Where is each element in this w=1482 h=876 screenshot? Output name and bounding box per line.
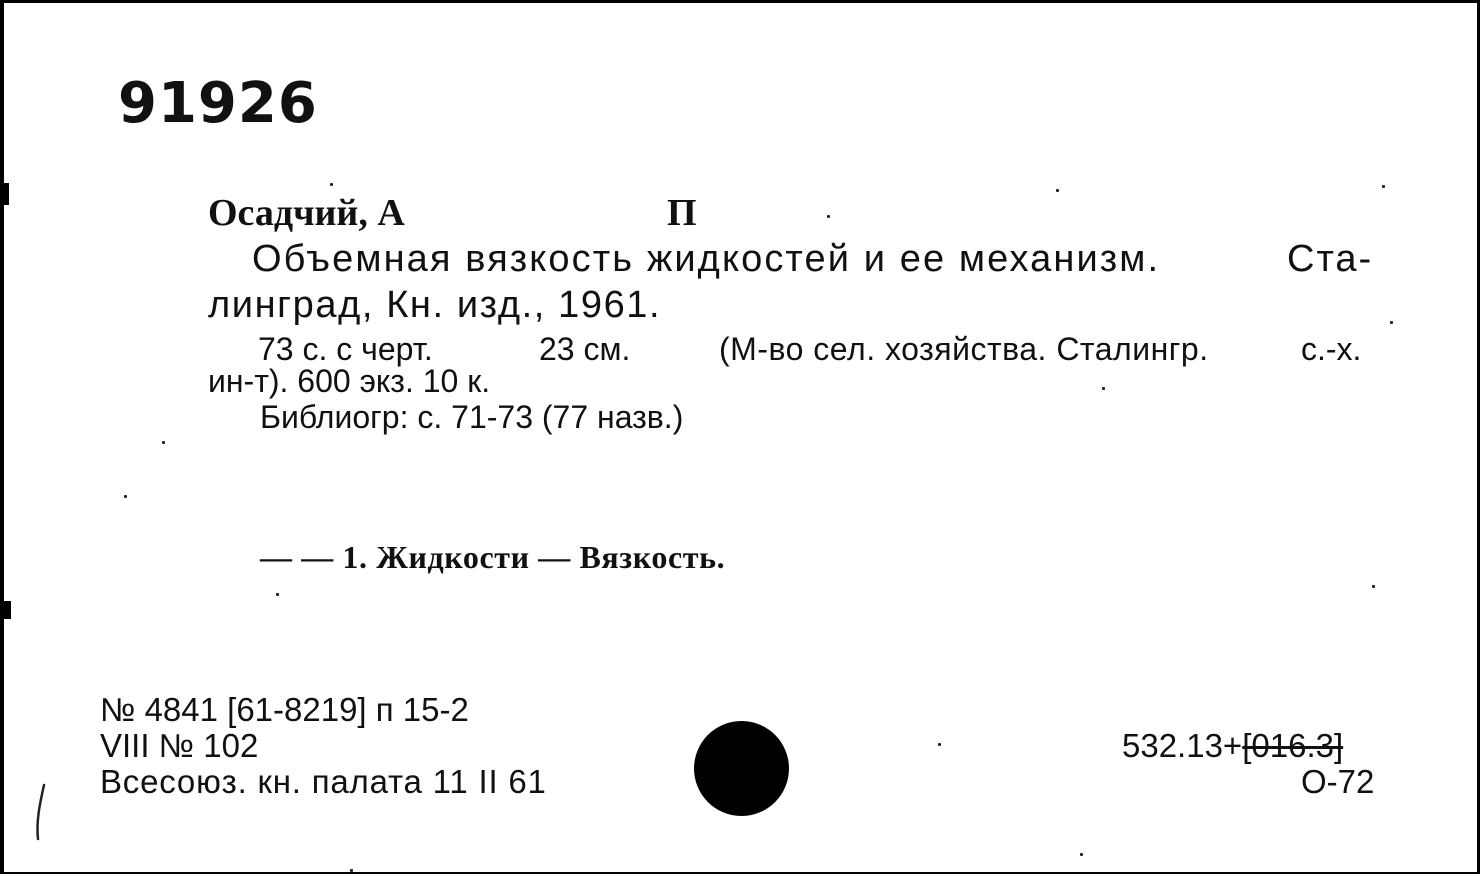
- edge-mark-bottom: [4, 601, 11, 619]
- book-chamber-stamp: Всесоюз. кн. палата 11 II 61: [100, 763, 547, 800]
- speck: [938, 743, 941, 746]
- title-line-1-end: Ста-: [1287, 238, 1374, 280]
- edge-mark-top: [4, 183, 9, 205]
- pencil-mark-icon: [30, 783, 54, 843]
- record-number: № 4841 [61-8219] п 15-2: [100, 691, 469, 728]
- speck: [827, 215, 830, 218]
- title-line-1: Объемная вязкость жидкостей и ее механизм.: [252, 238, 1161, 280]
- speck: [1056, 189, 1059, 192]
- speck: [1390, 321, 1393, 324]
- author-initial: П: [667, 192, 697, 234]
- speck: [1372, 585, 1375, 588]
- speck: [124, 495, 127, 498]
- speck: [162, 441, 165, 444]
- bibliography-note: Библиогр: с. 71-73 (77 назв.): [260, 399, 684, 435]
- record-volume: VIII № 102: [100, 727, 259, 764]
- speck: [350, 869, 353, 872]
- author-surname: Осадчий, А: [208, 192, 405, 234]
- speck: [276, 593, 279, 596]
- subject-heading: — — 1. Жидкости — Вязкость.: [260, 539, 726, 575]
- classification-main: 532.13+: [1122, 727, 1243, 764]
- title-line-2: линград, Кн. изд., 1961.: [208, 284, 662, 326]
- classification-code: [1122, 727, 1343, 765]
- print-run-price: ин-т). 600 экз. 10 к.: [208, 363, 491, 399]
- inventory-number: 91926: [118, 71, 318, 136]
- speck: [330, 183, 333, 186]
- series-statement: (М-во сел. хозяйства. Сталингр.: [719, 331, 1209, 367]
- physical-pages: 73 с. с черт.: [258, 331, 433, 367]
- speck: [1382, 185, 1385, 188]
- series-statement-end: с.-х.: [1301, 331, 1362, 367]
- physical-size: 23 см.: [539, 331, 631, 367]
- speck: [1102, 387, 1105, 390]
- author-mark: О-72: [1301, 763, 1375, 800]
- speck: [1080, 853, 1083, 856]
- punch-hole: [694, 721, 789, 816]
- classification-struck: [016.3]: [1242, 727, 1344, 764]
